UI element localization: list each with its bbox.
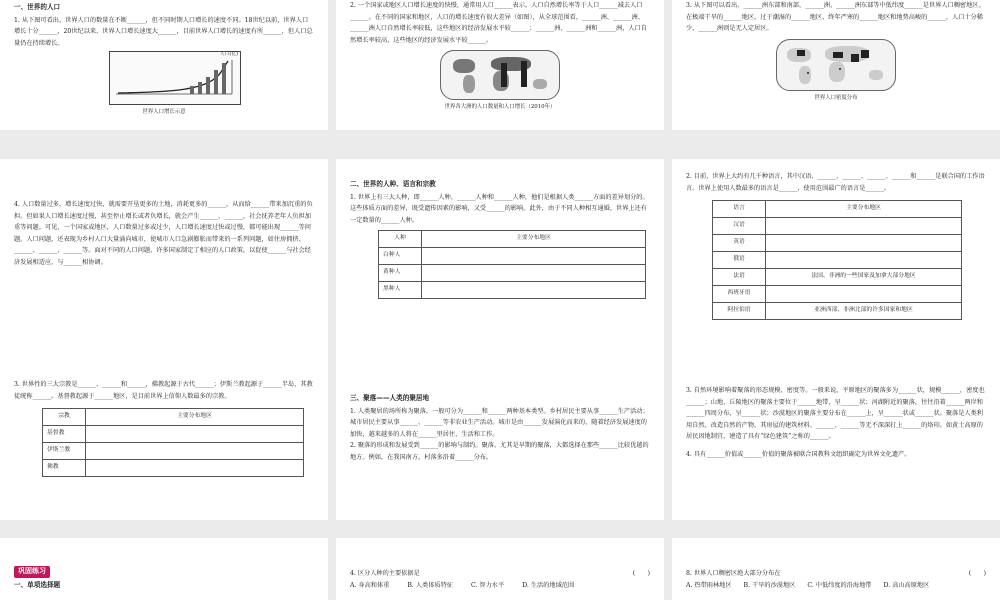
option-c[interactable]: C. 中低纬度的沿海地带 (807, 581, 872, 589)
races-table (378, 230, 646, 299)
table-header-cell: 主要分布地区 (86, 409, 304, 426)
races-question-text: 1. 世界上有三大人种，即______人种、______人种和______人种，他们是根据人类______方面的差异划分的。这些体质方面的差异，既受遗传因素的影响，又受______的影响。此外，由于不同人种相互通婚，世界上还有一定数量的______人种。 (350, 193, 649, 224)
chart-y-label: 人口(亿) (219, 52, 238, 57)
table-row (379, 265, 646, 282)
table-row (379, 248, 646, 265)
option-b[interactable]: B. 干旱的沙漠地区 (743, 581, 796, 589)
question-3-text: 3. 从下图可以看出，______洲东部和南部，______洲、______洲东部等中低纬度______是世界人口稠密地区。在极端干旱的______地区，过于潮湿的______地区，终年严寒的______地区和地势高峻的______，人口十分稀少，______洲则是无人定居区。 (686, 2, 985, 32)
card-population-problems (0, 159, 328, 351)
card-population-rate (336, 0, 664, 130)
blank-answer-cell[interactable] (86, 460, 304, 477)
languages-table (712, 200, 962, 320)
card-languages (672, 159, 1000, 351)
settlements-question-3: 3. 自然环境影响着聚落的形态规模、密度等。一般来说，平原地区的聚落多为______状，规模______，密度也______；山地、丘陵地区的聚落主要位于______地带，呈______状；河湖附近的聚落，往往沿着______两岸和______四周分布，呈______状；沙漠地区的聚落主要分布在______上，呈______状或______状。聚落是人类利用自然、改造自然的产物，其房屋的建筑材料、______、______等无不深深打上______的烙印。如黄土高原的居民因地制宜，建造了具有“绿色建筑”之称的______。 (686, 387, 985, 440)
religions-question-text: 3. 世界性的三大宗教是______、______和______，佛教起源于古代______；伊斯兰教起源于______半岛，其教徒统称______。基督教起源于______地区，是目前世界上信仰人数最多的宗教。 (14, 381, 313, 400)
language-area[interactable] (766, 286, 962, 303)
languages-question-text: 2. 目前，世界上大约有几千种语言，其中汉语、______、______、______、______和______是联合国的工作语言。世界上使用人数最多的语言是______，使用范围最广的语言是______。 (686, 173, 985, 192)
card-question-4 (336, 538, 664, 600)
table-row (379, 282, 646, 299)
religion-name: 佛教 (43, 460, 86, 477)
option-d[interactable]: D. 高山高原地区 (883, 581, 930, 589)
card-settlement-environment (672, 349, 1000, 520)
table-row (713, 269, 962, 286)
option-a[interactable]: A. 热带雨林地区 (686, 581, 732, 589)
answer-bracket[interactable]: ( ) (632, 570, 650, 577)
section-title-population: 一、世界的人口 (14, 3, 61, 11)
table-row (713, 218, 962, 235)
language-name: 阿拉伯语 (713, 303, 766, 320)
card-races (336, 159, 664, 351)
section-title-choice: 一、单项选择题 (14, 580, 61, 589)
answer-bracket[interactable]: ( ) (968, 570, 986, 577)
card-settlements (336, 349, 664, 520)
table-header-row (43, 409, 304, 426)
language-name: 俄语 (713, 252, 766, 269)
continent-population-map (440, 50, 560, 100)
race-name: 白种人 (379, 248, 422, 265)
chart-caption: 世界人口增长示意 (142, 109, 186, 115)
religions-table (42, 408, 304, 477)
map-caption-density: 世界人口密度分布 (814, 94, 858, 101)
table-row (43, 460, 304, 477)
table-header-cell: 主要分布地区 (766, 201, 962, 218)
language-name: 英语 (713, 235, 766, 252)
religion-name: 伊斯兰教 (43, 443, 86, 460)
option-d[interactable]: D. 生活的地域范围 (522, 581, 575, 589)
table-header-cell: 语言 (713, 201, 766, 218)
language-area[interactable] (766, 235, 962, 252)
map-caption-continents: 世界各大洲的人口数量和人口增长（2010年） (444, 104, 556, 110)
table-header-cell: 人种 (379, 231, 422, 248)
language-name: 西班牙语 (713, 286, 766, 303)
table-row (713, 286, 962, 303)
settlements-question-4: 4. 具有______价值或______价值的聚落被联合国教科文组织确定为世界文化遗产。 (686, 450, 911, 458)
table-header-row (379, 231, 646, 248)
language-name: 法语 (713, 269, 766, 286)
section-title-settlements: 三、聚落——人类的聚居地 (350, 394, 430, 402)
choice-options (350, 580, 650, 592)
blank-answer-cell[interactable] (86, 443, 304, 460)
world-density-map (776, 39, 896, 91)
blank-answer-cell[interactable] (86, 426, 304, 443)
settlements-question-2: 2. 聚落的形成和发展受到______的影响与制约。聚落，尤其是早期的聚落，大都选择在那些______比较优越的地方。例如，在我国南方，村落多沿着______分布。 (350, 442, 649, 461)
choice-question-text: 8. 世界人口稠密区绝大部分分布在 (686, 570, 781, 577)
language-area: 法国、非洲的一些国家及加拿大部分地区 (766, 269, 962, 286)
language-area[interactable] (766, 252, 962, 269)
option-b[interactable]: B. 人类体质特征 (407, 581, 453, 589)
population-growth-chart (109, 51, 241, 105)
race-name: 黑种人 (379, 282, 422, 299)
table-row (713, 235, 962, 252)
choice-options (686, 580, 986, 592)
card-population-density (672, 0, 1000, 130)
choice-question-text: 4. 区分人种的主要依据是 (350, 570, 420, 577)
blank-answer-cell[interactable] (422, 265, 646, 282)
exercise-badge: 巩固练习 (14, 566, 50, 578)
section-title-races: 二、世界的人种、语言和宗教 (350, 180, 436, 188)
language-area: 亚洲西部、非洲北部的许多国家和地区 (766, 303, 962, 320)
table-header-row (713, 201, 962, 218)
language-name: 汉语 (713, 218, 766, 235)
card-population-growth (0, 0, 328, 130)
table-header-cell: 宗教 (43, 409, 86, 426)
growth-curve-icon (110, 58, 240, 102)
table-row (713, 252, 962, 269)
race-name: 黄种人 (379, 265, 422, 282)
card-religions (0, 349, 328, 520)
question-2-text: 2. 一个国家或地区人口增长速度的快慢，通常用人口______表示。人口自然增长率等于人口______减去人口______。在不同的国家和地区，人口的增长速度有很大差异（如图），从全球范围看，______洲、______洲、______洲人口自然增长率较低，这些地区的经济发展水平较______；______洲、______洲和______洲，人口自然增长率较高，这些地区的经济发展水平较______。 (350, 2, 647, 44)
table-row (43, 426, 304, 443)
option-c[interactable]: C. 智力水平 (470, 581, 505, 589)
settlements-question-1: 1. 人类聚居的场所称为聚落，一般可分为______和______两种基本类型。乡村居民主要从事______生产活动；城市居民主要从事______、______等非农业生产活动。城市是由______发展演化而来的，随着经济发展速度的加快，越来越多的人将在______里居住、生活和工作。 (350, 407, 649, 438)
table-row (713, 303, 962, 320)
table-row (43, 443, 304, 460)
table-header-cell: 主要分布地区 (422, 231, 646, 248)
language-area[interactable] (766, 218, 962, 235)
option-a[interactable]: A. 身高和体重 (350, 581, 390, 589)
religion-name: 基督教 (43, 426, 86, 443)
question-4-text: 4. 人口数量过多，增长速度过快，就需要开垦更多的土地，消耗更多的______，从而给______带来加沉重的负担。但如果人口增长速度过慢，甚至停止增长或者负增长，就会产生______、______，社会抚养老年人负担加重等问题。可见，一个国家或地区，人口数量过多或过少，人口增长速度过快或过慢，都可能出现______等问题。人口问题，还表现为乡村人口大量涌向城市，使城市人口急剧膨胀而带来的一系列问题，如住房拥挤、______、______、______等。面对不同的人口问题，许多国家制定了相应的人口政策，以促使______与社会经济发展相适应，与______相协调。 (14, 201, 313, 266)
blank-answer-cell[interactable] (422, 248, 646, 265)
card-question-8 (672, 538, 1000, 600)
blank-answer-cell[interactable] (422, 282, 646, 299)
card-exercises (0, 538, 328, 600)
question-1-text: 1. 从下图可看出，世界人口的数量在不断______，但不同时期人口增长的速度不同。18世纪以前，世界人口增长十分______，20世纪以来，世界人口增长速度大______，目前世界人口增长的速度有所______，但人口总量仍在持续增长。 (14, 16, 313, 47)
